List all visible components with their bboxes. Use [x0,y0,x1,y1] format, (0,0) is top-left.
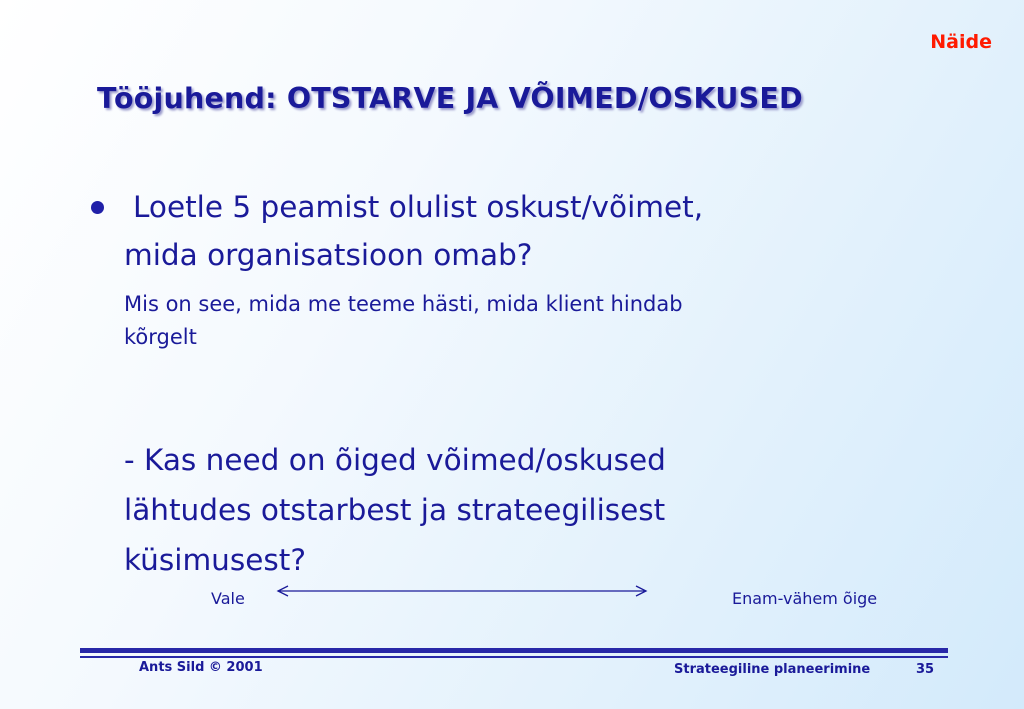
example-tag: Näide [930,31,992,53]
scale-left-label: Vale [211,589,245,608]
sub-text-line-2: kõrgelt [124,325,197,349]
question-line-1: - Kas need on õiged võimed/oskused [124,443,666,477]
question-line-3: küsimusest? [124,543,306,577]
bullet-line-2: mida organisatsioon omab? [124,238,533,272]
page-number: 35 [916,662,935,677]
bullet-dot-icon [91,201,104,214]
footer-course: Strateegiline planeerimine [674,662,871,677]
footer-author: Ants Sild © 2001 [139,660,263,675]
sub-text-line-1: Mis on see, mida me teeme hästi, mida klient hindab [124,292,683,316]
bullet-line-1: Loetle 5 peamist olulist oskust/võimet, [133,190,704,224]
footer-rule-thin [80,656,948,658]
double-arrow-icon [276,584,648,598]
scale-right-label: Enam-vähem õige [732,589,878,608]
question-line-2: lähtudes otstarbest ja strateegilisest [124,493,666,527]
slide-title: Tööjuhend: OTSTARVE JA VÕIMED/OSKUSED [97,82,803,115]
footer-rule-thick [80,648,948,653]
